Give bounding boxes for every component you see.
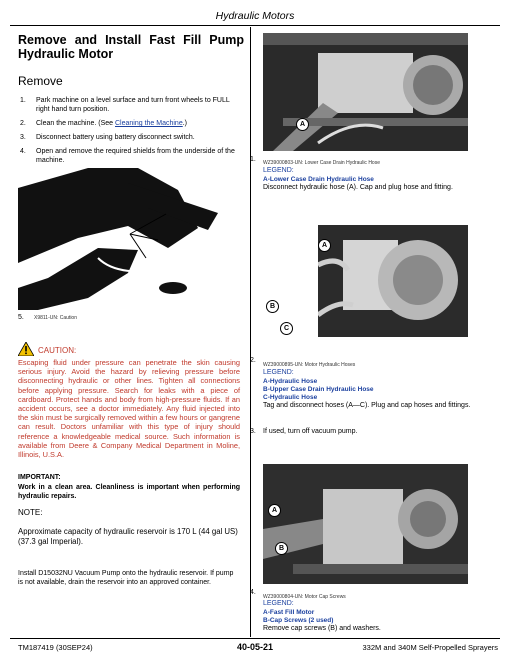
step-item: 4. Open and remove the required shields from the underside of the machine. [20, 148, 235, 164]
right-step-1-legend-label: LEGEND: [263, 167, 294, 174]
step-item: 3. Disconnect battery using battery disconnect switch. [20, 134, 195, 141]
footer-rule [10, 638, 500, 639]
right-step-2-legend-label: LEGEND: [263, 369, 294, 376]
figure-5-caption: X9811-UN: Caution [34, 315, 77, 321]
header-rule [10, 25, 500, 26]
callout-b: B [266, 300, 279, 313]
important-label: IMPORTANT: [18, 474, 61, 481]
column-divider [250, 27, 251, 637]
step-item: 1. Park machine on a level surface and turn front wheels to FULL right hand turn position. [20, 97, 230, 113]
right-step-4-number: 4. [250, 589, 256, 596]
footer-doc-id: TM187419 (30SEP24) [18, 643, 93, 652]
callout-b: B [275, 542, 288, 555]
right-step-2-legend-item-a: A-Hydraulic Hose [263, 378, 318, 385]
callout-a: A [318, 239, 331, 252]
important-text: Work in a clean area. Cleanliness is important when performing hydraulic repairs. [18, 484, 240, 500]
right-step-1-text: Disconnect hydraulic hose (A). Cap and plug hose and fitting. [263, 184, 453, 191]
photo-motor-cap-screws [263, 464, 468, 584]
right-step-3-text: If used, turn off vacuum pump. [263, 428, 358, 435]
section-title: Remove and Install Fast Fill Pump Hydraulic Motor [18, 33, 244, 61]
photo-lower-case-drain-hose [263, 33, 468, 151]
callout-a: A [296, 118, 309, 131]
page-header-title: Hydraulic Motors [215, 10, 295, 22]
footer-page-number: 40-05-21 [236, 642, 274, 652]
right-step-3-number: 3. [250, 428, 256, 435]
note-text: Approximate capacity of hydraulic reservoir is 170 L (44 gal US) (37.3 gal Imperial). [18, 527, 238, 546]
right-step-4-text: Remove cap screws (B) and washers. [263, 625, 381, 632]
figure-5-number: 5. [18, 314, 24, 321]
caution-label: CAUTION: [38, 346, 77, 355]
callout-c: C [280, 322, 293, 335]
right-step-1-number: 1. [250, 156, 256, 163]
right-step-2-text: Tag and disconnect hoses (A—C). Plug and cap hoses and fittings. [263, 402, 471, 409]
cleaning-the-machine-link[interactable]: Cleaning the Machine [115, 120, 183, 127]
remove-heading: Remove [18, 74, 63, 88]
right-step-2-caption: WZ39000895-UN: Motor Hydraulic Hoses [263, 362, 356, 368]
caution-text: Escaping fluid under pressure can penetrate the skin causing serious injury. Avoid the hazard by relieving pressure before disconnecting hydraulic or other lines. Tighten all connections before applying pressure. Search for leaks with a piece of cardboard. Protect hands and body from high-pressure fluids. If an accident occurs, see a doctor immediately. Any fluid injected into the skin must be surgically removed within a few hours or gangrene can result. Doctors unfamiliar with this type of injury should reference a knowledgeable medical source. Such information is available from Deere & Company Medical Department in Moline, Illinois, U.S.A. [18, 358, 240, 460]
footer-product-name: 332M and 340M Self-Propelled Sprayers [362, 643, 498, 652]
step-item: 2. Clean the machine. (See Cleaning the Machine.) [20, 120, 187, 127]
caution-illustration [18, 168, 240, 310]
note-label: NOTE: [18, 508, 43, 517]
right-step-2-number: 2. [250, 357, 256, 364]
warning-triangle-icon [18, 342, 34, 356]
vacuum-pump-text: Install D15032NU Vacuum Pump onto the hydraulic reservoir. If pump is not available, drain the reservoir into an approved container. [18, 570, 234, 586]
right-step-4-legend-item-b: B-Cap Screws (2 used) [263, 617, 334, 624]
right-step-4-caption: WZ39000804-UN: Motor Cap Screws [263, 594, 346, 600]
right-step-1-caption: WZ39000803-UN: Lower Case Drain Hydraulic Hose [263, 160, 380, 166]
right-step-2-legend-item-b: B-Upper Case Drain Hydraulic Hose [263, 386, 374, 393]
photo-motor-hydraulic-hoses [318, 225, 468, 337]
right-step-4-legend-item-a: A-Fast Fill Motor [263, 609, 315, 616]
right-step-2-legend-item-c: C-Hydraulic Hose [263, 394, 318, 401]
callout-a: A [268, 504, 281, 517]
right-step-4-legend-label: LEGEND: [263, 600, 294, 607]
remove-steps-list [18, 96, 244, 170]
right-step-1-legend-item: A-Lower Case Drain Hydraulic Hose [263, 176, 374, 183]
